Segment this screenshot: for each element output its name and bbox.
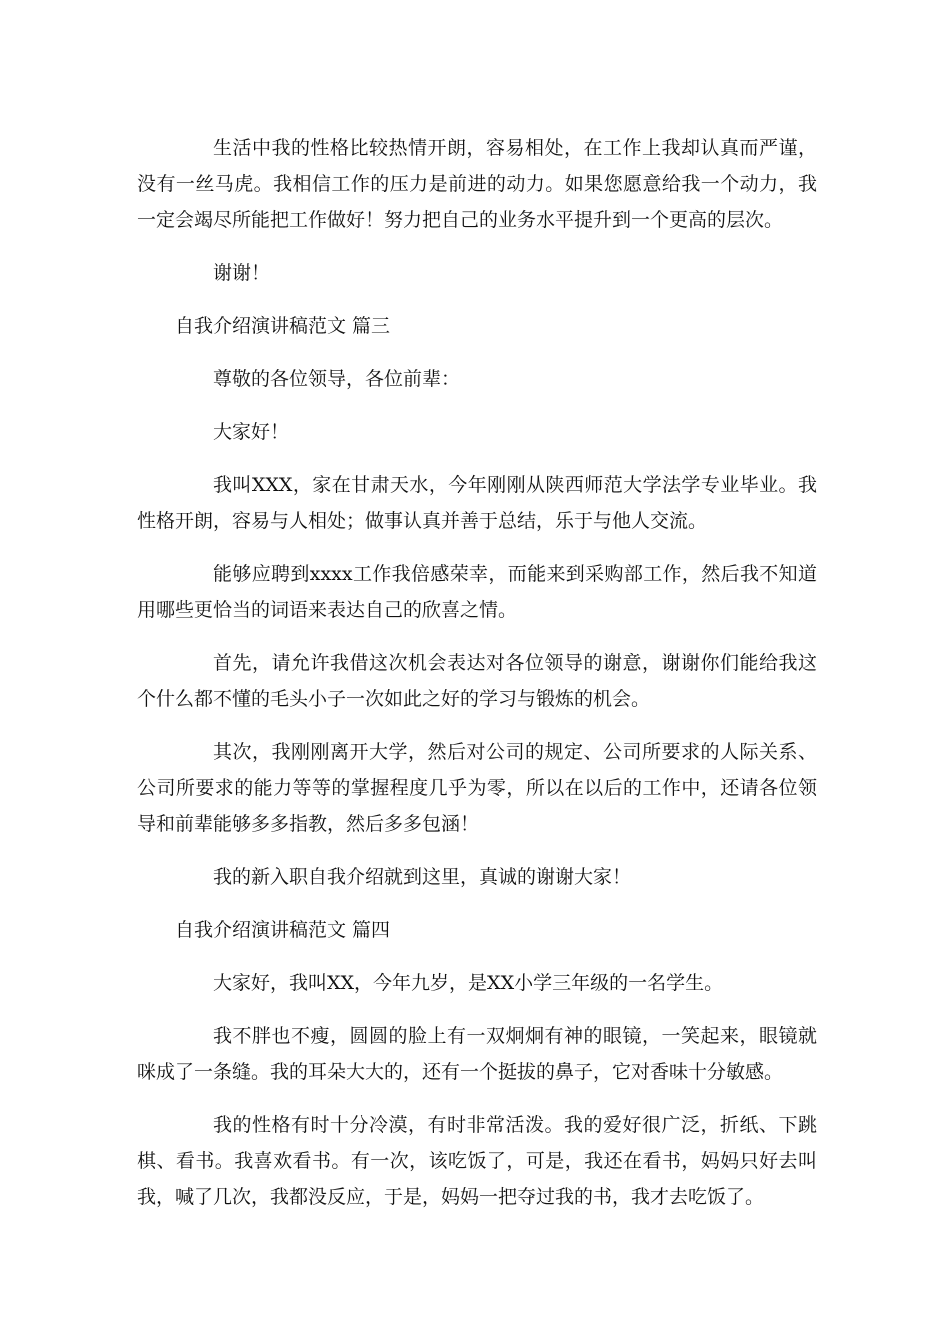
paragraph-first: 首先，请允许我借这次机会表达对各位领导的谢意，谢谢你们能给我这个什么都不懂的毛头小子一次如此之好的学习与锻炼的机会。 [137, 652, 817, 710]
paragraph-student-intro: 大家好，我叫XX，今年九岁，是XX小学三年级的一名学生。 [213, 972, 724, 994]
paragraph-second: 其次，我刚刚离开大学，然后对公司的规定、公司所要求的人际关系、公司所要求的能力等等的掌握程度几乎为零，所以在以后的工作中，还请各位领导和前辈能够多多指教，然后多多包涵！ [137, 741, 817, 835]
paragraph-closing: 我的新入职自我介绍就到这里，真诚的谢谢大家！ [213, 866, 632, 888]
paragraph-personality: 生活中我的性格比较热情开朗，容易相处，在工作上我却认真而严谨，没有一丝马虎。我相信工作的压力是前进的动力。如果您愿意给我一个动力，我一定会竭尽所能把工作做好！努力把自己的业务水平提升到一个更高的层次。 [137, 137, 817, 231]
paragraph-salutation: 尊敬的各位领导，各位前辈： [213, 368, 461, 390]
document-body [137, 130, 817, 1215]
paragraph-honored: 能够应聘到xxxx工作我倍感荣幸，而能来到采购部工作，然后我不知道用哪些更恰当的词语来表达自己的欣喜之情。 [137, 563, 817, 621]
section-heading-part4: 自我介绍演讲稿范文 篇四 [175, 919, 391, 941]
paragraph-appearance: 我不胖也不瘦，圆圆的脸上有一双炯炯有神的眼镜，一笑起来，眼镜就咪成了一条缝。我的耳朵大大的，还有一个挺拔的鼻子，它对香味十分敏感。 [137, 1025, 817, 1083]
paragraph-thanks: 谢谢！ [213, 262, 271, 284]
paragraph-hobbies: 我的性格有时十分冷漠，有时非常活泼。我的爱好很广泛，折纸、下跳棋、看书。我喜欢看书。有一次，该吃饭了，可是，我还在看书，妈妈只好去叫我，喊了几次，我都没反应，于是，妈妈一把夺过我的书，我才去吃饭了。 [137, 1114, 817, 1208]
paragraph-greeting: 大家好！ [213, 421, 290, 443]
section-heading-part3: 自我介绍演讲稿范文 篇三 [175, 315, 391, 337]
paragraph-self-intro: 我叫XXX，家在甘肃天水，今年刚刚从陕西师范大学法学专业毕业。我性格开朗，容易与人相处；做事认真并善于总结，乐于与他人交流。 [137, 474, 817, 532]
